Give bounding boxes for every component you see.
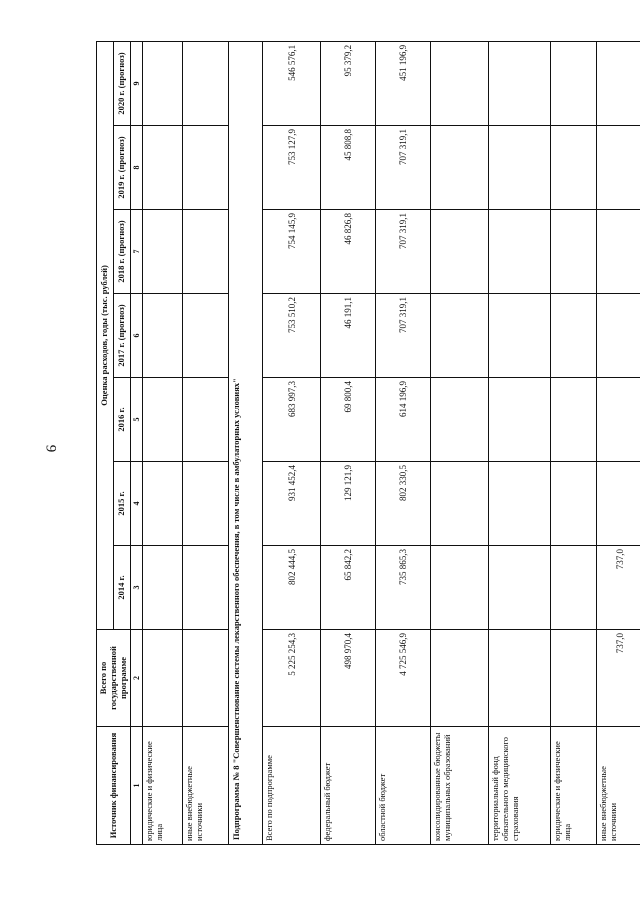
table-row bbox=[597, 41, 640, 844]
cell-value bbox=[597, 126, 640, 210]
header-year: 2015 г. bbox=[114, 462, 131, 546]
cell-value: 753 127,9 bbox=[263, 126, 321, 210]
row-source: федеральный бюджет bbox=[321, 727, 376, 845]
cell-value bbox=[183, 210, 229, 294]
column-number: 6 bbox=[131, 294, 143, 378]
cell-value bbox=[597, 462, 640, 546]
cell-value bbox=[597, 378, 640, 462]
row-source: иные внебюджетные источники bbox=[183, 727, 229, 845]
subprogram-row bbox=[229, 41, 263, 844]
cell-value bbox=[551, 41, 597, 125]
header-year: 2017 г. (прогноз) bbox=[114, 294, 131, 378]
cell-value bbox=[183, 378, 229, 462]
cell-value: 45 808,8 bbox=[321, 126, 376, 210]
page-number: 9 bbox=[42, 444, 59, 453]
cell-value bbox=[183, 462, 229, 546]
table-row bbox=[551, 41, 597, 844]
header-year: 2018 г. (прогноз) bbox=[114, 210, 131, 294]
column-number: 8 bbox=[131, 126, 143, 210]
cell-value: 614 196,9 bbox=[376, 378, 431, 462]
rotated-table-container bbox=[96, 42, 638, 845]
cell-value bbox=[143, 294, 183, 378]
cell-value bbox=[489, 294, 551, 378]
header-source: Источник финансирования bbox=[97, 727, 131, 845]
cell-value bbox=[489, 546, 551, 630]
table-row bbox=[489, 41, 551, 844]
cell-value bbox=[143, 630, 183, 727]
column-number: 7 bbox=[131, 210, 143, 294]
cell-value: 707 319,1 bbox=[376, 210, 431, 294]
cell-value bbox=[431, 294, 489, 378]
cell-value bbox=[183, 546, 229, 630]
row-source: консолидированные бюджеты муниципальных образований bbox=[431, 727, 489, 845]
cell-value bbox=[183, 294, 229, 378]
cell-value bbox=[551, 630, 597, 727]
cell-value bbox=[597, 294, 640, 378]
cell-value: 95 379,2 bbox=[321, 41, 376, 125]
cell-value bbox=[489, 126, 551, 210]
column-number: 1 bbox=[131, 727, 143, 845]
column-number: 9 bbox=[131, 41, 143, 125]
table-row bbox=[183, 41, 229, 844]
table-row bbox=[376, 41, 431, 844]
row-source: областной бюджет bbox=[376, 727, 431, 845]
cell-value: 931 452,4 bbox=[263, 462, 321, 546]
cell-value: 707 319,1 bbox=[376, 294, 431, 378]
cell-value: 802 330,5 bbox=[376, 462, 431, 546]
cell-value: 754 145,9 bbox=[263, 210, 321, 294]
cell-value bbox=[551, 294, 597, 378]
cell-value: 802 444,5 bbox=[263, 546, 321, 630]
cell-value: 707 319,1 bbox=[376, 126, 431, 210]
cell-value bbox=[489, 378, 551, 462]
header-year: 2014 г. bbox=[114, 546, 131, 630]
cell-value bbox=[183, 630, 229, 727]
cell-value bbox=[489, 462, 551, 546]
cell-value bbox=[143, 378, 183, 462]
column-number: 2 bbox=[131, 630, 143, 727]
cell-value bbox=[551, 378, 597, 462]
header-year: 2016 г. bbox=[114, 378, 131, 462]
cell-value bbox=[431, 126, 489, 210]
header-total: Всего по государственной программе bbox=[97, 630, 131, 727]
row-source: иные внебюджетные источники bbox=[597, 727, 640, 845]
header-estimate-group: Оценка расходов, годы (тыс. рублей) bbox=[97, 41, 114, 629]
table-row bbox=[143, 41, 183, 844]
cell-value bbox=[551, 210, 597, 294]
cell-value bbox=[551, 462, 597, 546]
cell-value bbox=[143, 546, 183, 630]
cell-value bbox=[143, 41, 183, 125]
cell-value: 65 842,2 bbox=[321, 546, 376, 630]
row-source: юридические и физические лица bbox=[551, 727, 597, 845]
cell-value: 498 970,4 bbox=[321, 630, 376, 727]
header-year: 2020 г. (прогноз) bbox=[114, 41, 131, 125]
row-source: юридические и физические лица bbox=[143, 727, 183, 845]
cell-value bbox=[431, 630, 489, 727]
cell-value: 737,0 bbox=[597, 546, 640, 630]
cell-value: 69 800,4 bbox=[321, 378, 376, 462]
cell-value bbox=[143, 462, 183, 546]
cell-value bbox=[431, 210, 489, 294]
table-row bbox=[321, 41, 376, 844]
cell-value bbox=[489, 210, 551, 294]
cell-value bbox=[551, 126, 597, 210]
table-row bbox=[263, 41, 321, 844]
cell-value bbox=[143, 126, 183, 210]
cell-value: 546 576,1 bbox=[263, 41, 321, 125]
cell-value bbox=[431, 41, 489, 125]
cell-value bbox=[431, 378, 489, 462]
cell-value: 737,0 bbox=[597, 630, 640, 727]
budget-table bbox=[96, 41, 640, 845]
table-row bbox=[431, 41, 489, 844]
cell-value: 735 865,3 bbox=[376, 546, 431, 630]
cell-value bbox=[489, 630, 551, 727]
cell-value bbox=[597, 41, 640, 125]
cell-value bbox=[597, 210, 640, 294]
cell-value: 46 826,8 bbox=[321, 210, 376, 294]
row-source: Всего по подпрограмме bbox=[263, 727, 321, 845]
column-number: 3 bbox=[131, 546, 143, 630]
cell-value: 683 997,3 bbox=[263, 378, 321, 462]
column-number: 4 bbox=[131, 462, 143, 546]
cell-value bbox=[431, 462, 489, 546]
cell-value: 4 725 546,9 bbox=[376, 630, 431, 727]
cell-value: 129 121,9 bbox=[321, 462, 376, 546]
cell-value bbox=[431, 546, 489, 630]
cell-value bbox=[551, 546, 597, 630]
cell-value bbox=[489, 41, 551, 125]
cell-value: 451 196,9 bbox=[376, 41, 431, 125]
cell-value bbox=[183, 41, 229, 125]
cell-value bbox=[143, 210, 183, 294]
subprogram-title: Подпрограмма № 8 "Совершенствование системы лекарственного обеспечения, в том числе в амбулаторных условиях" bbox=[229, 41, 263, 844]
cell-value: 5 225 254,3 bbox=[263, 630, 321, 727]
cell-value bbox=[183, 126, 229, 210]
row-source: территориальный фонд обязательного медицинского страхования bbox=[489, 727, 551, 845]
column-number: 5 bbox=[131, 378, 143, 462]
header-year: 2019 г. (прогноз) bbox=[114, 126, 131, 210]
cell-value: 753 510,2 bbox=[263, 294, 321, 378]
cell-value: 46 191,1 bbox=[321, 294, 376, 378]
